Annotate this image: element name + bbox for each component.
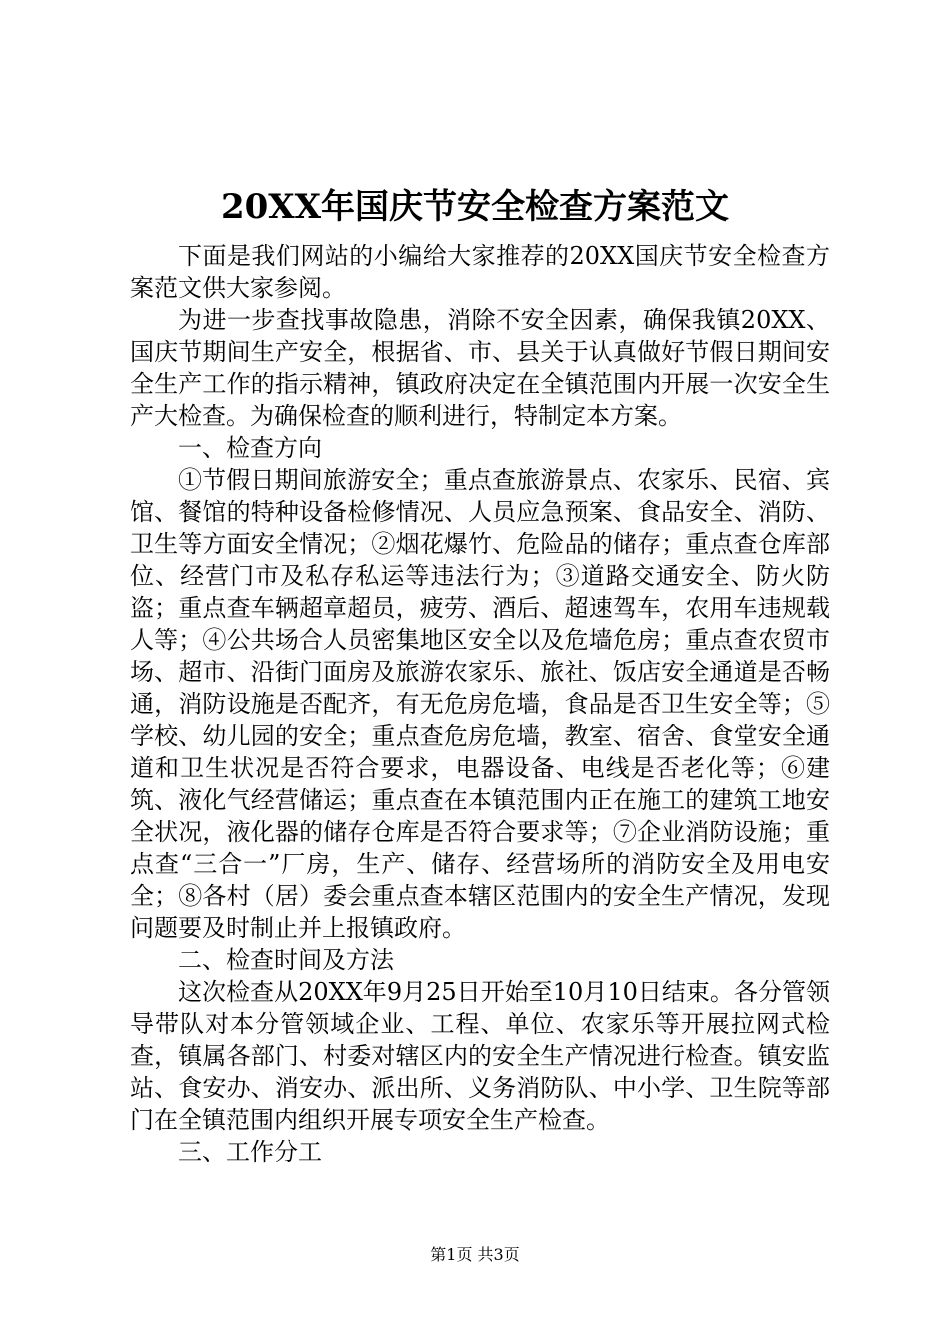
time-method-paragraph: 这次检查从20XX年9月25日开始至10月10日结束。各分管领导带队对本分管领域企业、工程、单位、农家乐等开展拉网式检查，镇属各部门、村委对辖区内的安全生产情况进行检查。镇安监站、食安办、消安办、派出所、义务消防队、中小学、卫生院等部门在全镇范围内组织开展专项安全生产检查。 bbox=[130, 978, 830, 1134]
document-title: 20XX年国庆节安全检查方案范文 bbox=[220, 187, 730, 227]
section-heading-inspection-direction: 一、检查方向 bbox=[178, 434, 322, 462]
inspection-items-paragraph: ①节假日期间旅游安全；重点查旅游景点、农家乐、民宿、宾馆、餐馆的特种设备检修情况、人员应急预案、食品安全、消防、卫生等方面安全情况；②烟花爆竹、危险品的储存；重点查仓库部位、经营门市及私存私运等违法行为；③道路交通安全、防火防盗；重点查车辆超章超员，疲劳、酒后、超速驾车，农用车违规载人等；④公共场合人员密集地区安全以及危墙危房；重点查农贸市场、超市、沿街门面房及旅游农家乐、旅社、饭店安全通道是否畅通，消防设施是否配齐，有无危房危墙，食品是否卫生安全等；⑤学校、幼儿园的安全；重点查危房危墙，教室、宿舍、食堂安全通道和卫生状况是否符合要求，电器设备、电线是否老化等；⑥建筑、液化气经营储运；重点查在本镇范围内正在施工的建筑工地安全状况，液化器的储存仓库是否符合要求等；⑦企业消防设施；重点查“三合一”厂房，生产、储存、经营场所的消防安全及用电安全；⑧各村（居）委会重点查本辖区范围内的安全生产情况，发现问题要及时制止并上报镇政府。 bbox=[130, 466, 830, 942]
intro-paragraph: 下面是我们网站的小编给大家推荐的20XX国庆节安全检查方案范文供大家参阅。 bbox=[130, 242, 830, 302]
section-heading-division-of-work: 三、工作分工 bbox=[178, 1138, 322, 1166]
page-footer: 第1页 共3页 bbox=[430, 1245, 520, 1264]
document-body bbox=[130, 240, 830, 1168]
purpose-paragraph: 为进一步查找事故隐患，消除不安全因素，确保我镇20XX、国庆节期间生产安全，根据省、市、县关于认真做好节假日期间安全生产工作的指示精神，镇政府决定在全镇范围内开展一次安全生产大检查。为确保检查的顺利进行，特制定本方案。 bbox=[130, 306, 830, 430]
section-heading-time-method: 二、检查时间及方法 bbox=[178, 946, 394, 974]
